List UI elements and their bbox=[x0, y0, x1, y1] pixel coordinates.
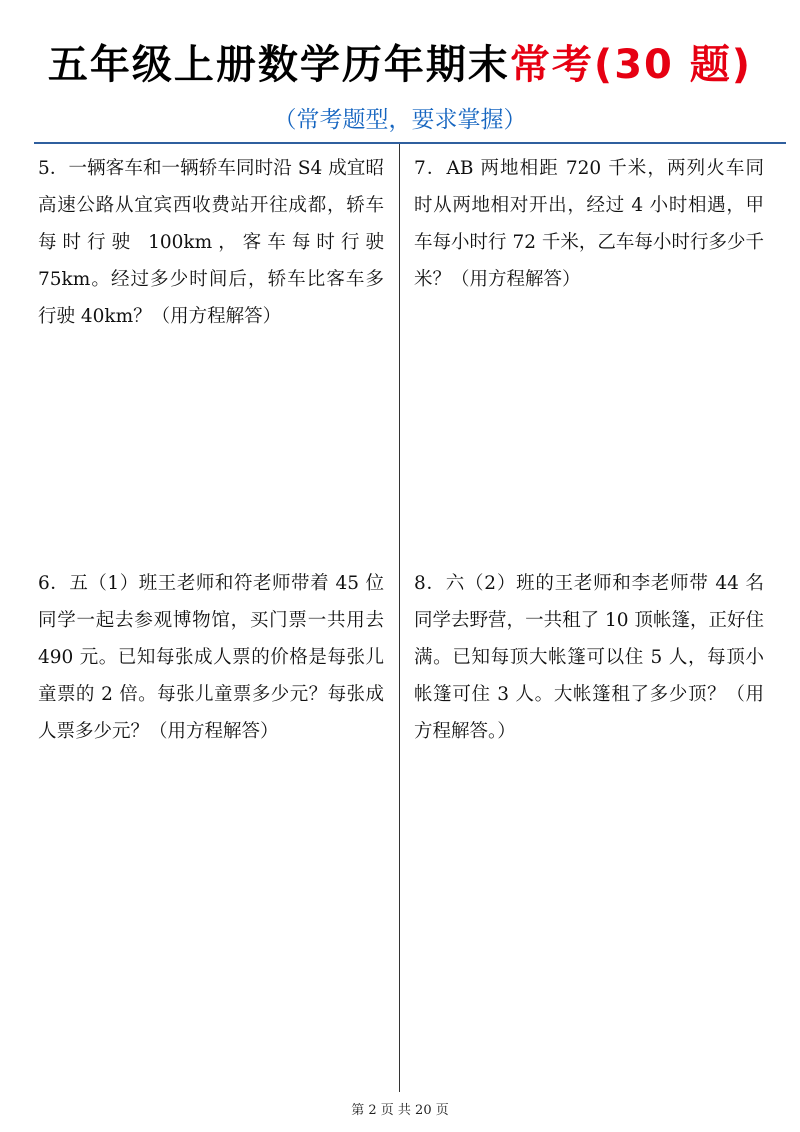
page-title bbox=[0, 40, 800, 90]
header-divider bbox=[34, 142, 786, 144]
title-main: 五年级上册数学历年期末 bbox=[47, 42, 510, 88]
column-divider bbox=[399, 144, 400, 1092]
question-7: 7．AB 两地相距 720 千米，两列火车同时从两地相对开出，经过 4 小时相遇，甲车每小时行 72 千米，乙车每小时行多少千米？（用方程解答） bbox=[414, 158, 764, 290]
title-highlight: 常考(30 题) bbox=[509, 42, 753, 88]
question-8: 8．六（2）班的王老师和李老师带 44 名同学去野营，一共租了 10 顶帐篷，正好住满。已知每顶大帐篷可以住 5 人，每顶小帐篷可住 3 人。大帐篷租了多少顶？（用方程解答。） bbox=[414, 573, 764, 742]
subtitle: （常考题型，要求掌握） bbox=[273, 107, 527, 133]
question-6: 6．五（1）班王老师和符老师带着 45 位同学一起去参观博物馆，买门票一共用去 490 元。已知每张成人票的价格是每张儿童票的 2 倍。每张儿童票多少元？每张成人票多少元？（用方程解答） bbox=[38, 573, 384, 742]
page-footer: 第 2 页 共 20 页 bbox=[351, 1103, 449, 1118]
question-5: 5．一辆客车和一辆轿车同时沿 S4 成宜昭高速公路从宜宾西收费站开往成都，轿车每时行驶 100km，客车每时行驶 75km。经过多少时间后，轿车比客车多行驶 40km？（用方程解答） bbox=[38, 158, 384, 327]
